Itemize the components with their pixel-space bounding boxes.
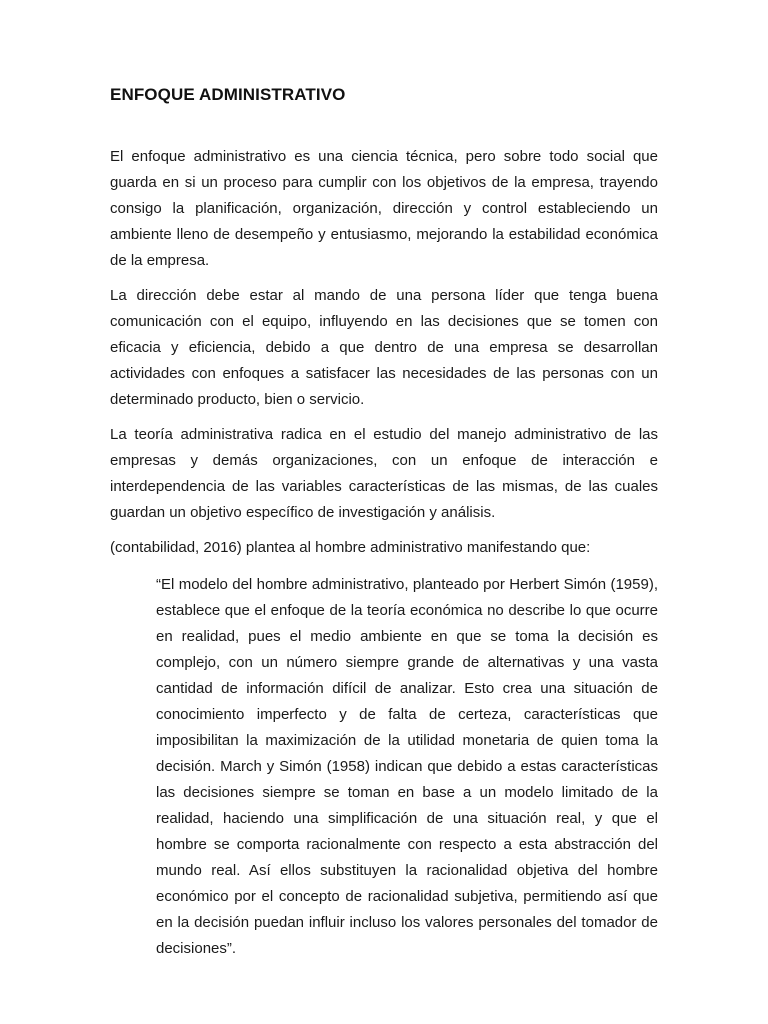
document-body — [110, 144, 658, 962]
paragraph-teoria: La teoría administrativa radica en el estudio del manejo administrativo de las empresas y demás organizaciones, con un enfoque de interacción e interdependencia de las variables características de las mismas, de las cuales guardan un objetivo específico de investigación y análisis. — [110, 426, 658, 521]
paragraph-enfoque: El enfoque administrativo es una ciencia técnica, pero sobre todo social que guarda en si un proceso para cumplir con los objetivos de la empresa, trayendo consigo la planificación, organización, dirección y control estableciendo un ambiente lleno de desempeño y entusiasmo, mejorando la estabilidad económica de la empresa. — [110, 148, 658, 269]
citation-intro: (contabilidad, 2016) plantea al hombre administrativo manifestando que: — [110, 539, 591, 556]
page-title: ENFOQUE ADMINISTRATIVO — [110, 85, 346, 104]
block-quote: “El modelo del hombre administrativo, planteado por Herbert Simón (1959), establece que el enfoque de la teoría económica no describe lo que ocurre en realidad, pues el medio ambiente en que se toma la decisión es complejo, con un número siempre grande de alternativas y una vasta cantidad de información difícil de analizar. Esto crea una situación de conocimiento imperfecto y de falta de certeza, características que imposibilitan la maximización de la utilidad monetaria de quien toma la decisión. March y Simón (1958) indican que debido a estas características las decisiones siempre se toman en base a un modelo limitado de la realidad, haciendo una simplificación de una situación real, y que el hombre se comporta racionalmente con respecto a esta abstracción del mundo real. Así ellos substituyen la racionalidad objetiva del hombre económico por el concepto de racionalidad subjetiva, permitiendo así que en la decisión puedan influir incluso los valores personales del tomador de decisiones”. — [156, 576, 658, 957]
paragraph-direccion: La dirección debe estar al mando de una persona líder que tenga buena comunicación con el equipo, influyendo en las decisiones que se tomen con eficacia y eficiencia, debido a que dentro de una empresa se desarrollan actividades con enfoques a satisfacer las necesidades de las personas con un determinado producto, bien o servicio. — [110, 287, 658, 408]
